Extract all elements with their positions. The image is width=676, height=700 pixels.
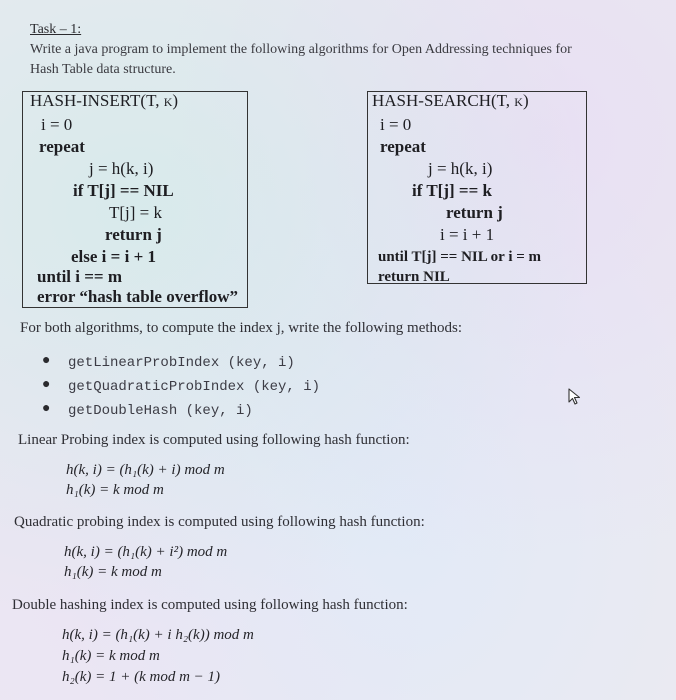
pseudocode-line: until T[j] == NIL or i = m: [378, 249, 542, 265]
pseudocode-line: return j: [446, 203, 503, 222]
pseudocode-line: else i = i + 1: [71, 247, 156, 266]
formula-line: h(k, i) = (h₁(k) + i²) mod m: [64, 544, 228, 560]
task-description: [30, 40, 572, 80]
method-item: getQuadraticProbIndex (key, i): [68, 379, 321, 395]
formula-line: h₁(k) = k mod m: [62, 648, 160, 664]
formula-line: h(k, i) = (h₁(k) + i) mod m: [66, 462, 225, 478]
pseudocode-line: error “hash table overflow”: [37, 287, 238, 306]
pseudocode-line: i = 0: [41, 115, 73, 134]
formula-line: h(k, i) = (h₁(k) + i h₂(k)) mod m: [62, 627, 254, 643]
method-item: getLinearProbIndex (key, i): [68, 355, 295, 371]
pseudocode-line: repeat: [380, 137, 426, 156]
formula-line: h₂(k) = 1 + (k mod m − 1): [62, 669, 221, 685]
double-intro: Double hashing index is computed using following hash function:: [12, 597, 408, 613]
task-description-line: Hash Table data structure.: [30, 62, 176, 77]
linear-intro: Linear Probing index is computed using following hash function:: [18, 432, 410, 448]
pseudocode-line: i = 0: [380, 115, 412, 134]
hash-search-box: [367, 91, 587, 284]
hash-search-header: HASH-SEARCH(T, k): [372, 91, 529, 110]
methods-intro: For both algorithms, to compute the index j, write the following methods:: [20, 320, 463, 336]
bullet-icon: ●: [42, 401, 51, 416]
pseudocode-line: i = i + 1: [440, 225, 495, 244]
quadratic-intro: Quadratic probing index is computed using following hash function:: [14, 514, 425, 530]
pseudocode-line: return j: [105, 225, 162, 244]
mouse-pointer-icon: [567, 388, 583, 406]
bullet-icon: ●: [42, 377, 51, 392]
pseudocode-line: j = h(k, i): [89, 159, 154, 178]
pseudocode-line: until i == m: [37, 267, 123, 286]
bullet-icon: ●: [42, 353, 51, 368]
pseudocode-line: T[j] = k: [109, 203, 163, 222]
formula-line: h₁(k) = k mod m: [64, 564, 162, 580]
formula-line: h₁(k) = k mod m: [66, 482, 164, 498]
hash-insert-header: HASH-INSERT(T, k): [30, 91, 179, 110]
method-item: getDoubleHash (key, i): [68, 403, 253, 419]
task-description-line: Write a java program to implement the following algorithms for Open Addressing techniques for: [30, 42, 572, 57]
task-title: Task – 1:: [30, 22, 82, 37]
pseudocode-line: j = h(k, i): [428, 159, 493, 178]
pseudocode-line: if T[j] == NIL: [73, 181, 174, 200]
hash-insert-box: [22, 91, 248, 308]
pseudocode-line: return NIL: [378, 269, 450, 285]
pseudocode-line: if T[j] == k: [412, 181, 492, 200]
pseudocode-line: repeat: [39, 137, 85, 156]
